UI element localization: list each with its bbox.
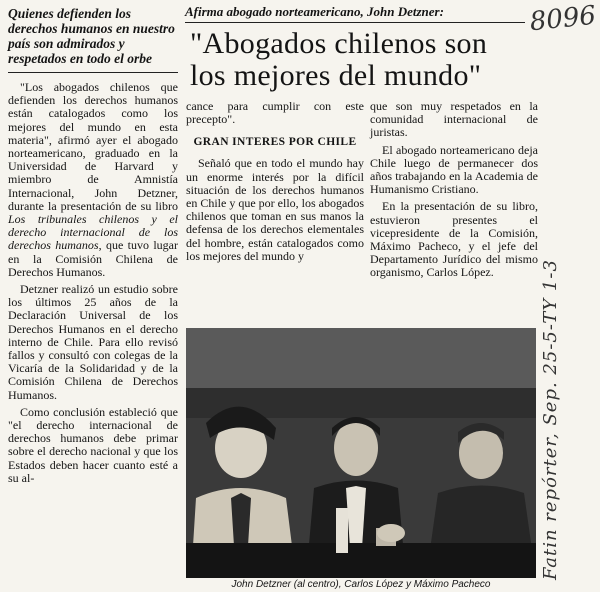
subhead: GRAN INTERES POR CHILE	[193, 136, 357, 149]
headline: "Abogados chilenos son los mejores del mundo"	[190, 27, 488, 92]
kicker: Afirma abogado norteamericano, John Detzner:	[185, 4, 525, 23]
book-title: Los tribunales chilenos y el derecho internacional de los derechos humanos	[8, 212, 178, 253]
left-paragraph-2: Detzner realizó un estudio sobre los últimos 25 años de la Declaración Universal de los Derechos Humanos en el derecho interno de Chile. Para ello revisó fallos y consultó con colegas de la Vicaría de la Solidaridad y de la Comisión Chilena de Derechos Humanos.	[8, 282, 178, 402]
middle-column	[186, 100, 364, 267]
left-column	[8, 6, 178, 489]
left-paragraph-1	[8, 81, 178, 279]
right-paragraph-0: que son muy respetados en la comunidad internacional de juristas.	[370, 99, 538, 140]
lede: Quienes defienden los derechos humanos en nuestro país son admirados y respetados en todo el orbe	[8, 6, 178, 73]
press-photo-illustration	[186, 328, 536, 578]
left-paragraph-1-end: , que tuvo lugar en la Comisión Chilena de Derechos Humanos.	[8, 238, 178, 279]
left-paragraph-3: Como conclusión estableció que "el derecho internacional de derechos humanos debe primar sobre el derecho nacional y que los Estados deben hacer cuanto esté a su al-	[8, 404, 178, 485]
middle-paragraph-1: Señaló que en todo el mundo hay un enorme interés por la difícil situación de los derechos humanos en Chile y que por ello, los abogados chilenos que toman en sus manos la defensa de los derechos elementales del hombre, están catalogados como los mejores del mundo y	[186, 156, 364, 263]
right-paragraph-1: El abogado norteamericano deja Chile luego de permanecer dos años trabajando en la Academia de Humanismo Cristiano.	[370, 142, 538, 197]
left-paragraph-1-text: "Los abogados chilenos que defienden los derechos humanos están catalogados como los mejores del mundo en esta materia", afirmó ayer el abogado norteamericano, graduado en la Universidad de Harvard y miembro de Amnistía Internacional, John Detzner, durante la presentación de su libro	[8, 80, 178, 213]
middle-paragraph-0: cance para cumplir con este precepto".	[186, 99, 364, 127]
left-body	[8, 81, 178, 485]
photo-caption: John Detzner (al centro), Carlos López y Máximo Pacheco	[231, 579, 491, 590]
handwritten-number: 8096	[528, 0, 598, 38]
right-column	[370, 100, 538, 284]
right-paragraph-2: En la presentación de su libro, estuvieron presentes el vicepresidente de la Comisión, Máximo Pacheco, y el jefe del Departamento Jurídico del mismo organismo, Carlos López.	[370, 199, 538, 280]
press-photo	[186, 328, 536, 578]
handwritten-source-note: Fatin repórter, Sep. 25-5-TY 1-3	[540, 259, 561, 580]
